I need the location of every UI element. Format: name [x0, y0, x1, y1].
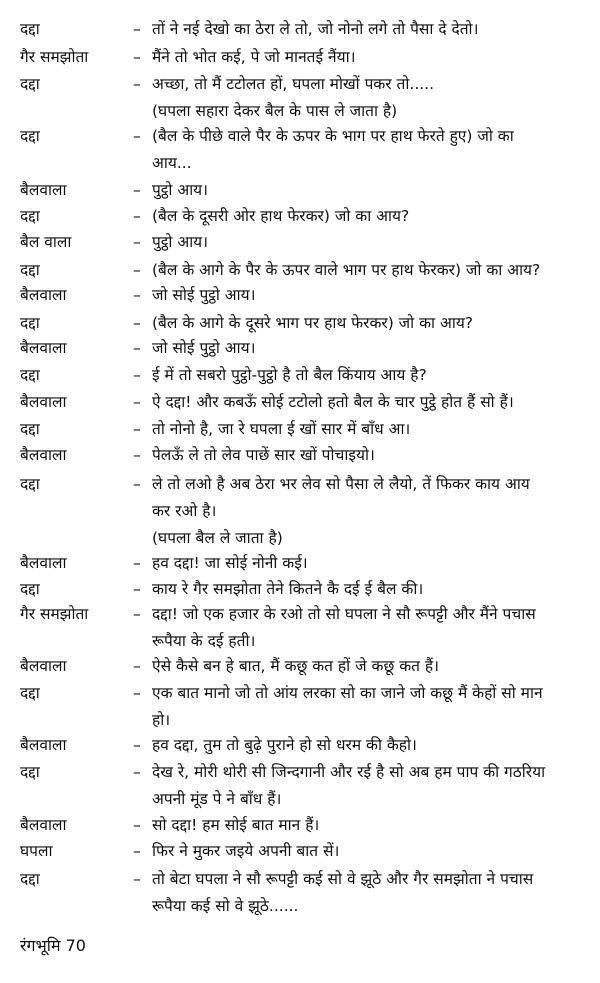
dialogue-text [152, 229, 592, 256]
speaker-name: दद्दा [20, 420, 40, 438]
speaker-name: दद्दा [20, 207, 40, 225]
speaker-dash: – [133, 314, 141, 332]
dialogue-text [152, 416, 592, 443]
speaker-dash: – [133, 475, 141, 493]
dialogue-line: दद्दा! जो एक हजार के रओ तो सो घपला ने सौ रूपट्टी और मैंने पचास [152, 605, 536, 623]
dialogue-line: तो बेटा घपला ने सौ रूपट्टी कई सो वे झूठे और गैर समझोता ने पचास [152, 870, 534, 888]
dialogue-line: ऐ दद्दा! और कबऊँ सोई टटोलो हतो बैल के चार पुट्ठे होत हैं सो हैं। [152, 393, 514, 411]
speaker-name: दद्दा [20, 20, 40, 38]
speaker-dash: – [133, 842, 141, 860]
dialogue-line: हो। [152, 711, 171, 729]
speaker-dash: – [133, 736, 141, 754]
speaker-name: बैलवाला [20, 554, 67, 572]
speaker-dash: – [133, 816, 141, 834]
dialogue-line: कर रओ है। [152, 502, 217, 520]
dialogue-line: तों ने नई देखो का ठेरा ले तो, जो नोनो लगे तो पैसा दे देतो। [152, 20, 479, 38]
dialogue-line: देख रे, मोरी थोरी सी जिन्दगानी और रई है सो अब हम पाप की गठरिया [152, 763, 546, 781]
dialogue-text [152, 601, 592, 655]
speaker-name: बैलवाला [20, 736, 67, 754]
dialogue-line: (घपला बैल ले जाता है) [152, 529, 283, 547]
speaker-dash: – [133, 393, 141, 411]
dialogue-text [152, 866, 592, 920]
dialogue-line: आय... [152, 154, 192, 172]
speaker-dash: – [133, 420, 141, 438]
speaker-name: बैलवाला [20, 286, 67, 304]
dialogue-line: (बैल के दूसरी ओर हाथ फेरकर) जो का आय? [152, 207, 410, 225]
speaker-name: बैलवाला [20, 816, 67, 834]
speaker-dash: – [133, 48, 141, 66]
dialogue-line: रूपैया के दई हती। [152, 632, 256, 650]
speaker-name: दद्दा [20, 870, 40, 888]
dialogue-line: एक बात मानो जो तो आंय लरका सो का जाने जो कछू मैं केहों सो मान [152, 684, 543, 702]
speaker-dash: – [133, 580, 141, 598]
dialogue-text [152, 653, 592, 680]
dialogue-line: फिर ने मुकर जइये अपनी बात सें। [152, 842, 340, 860]
dialogue-line: मैंने तो भोत कई, पे जो मानतई नैंया। [152, 48, 356, 66]
dialogue-line: रूपैया कई सो वे झूठे...... [152, 897, 299, 915]
speaker-name: दद्दा [20, 127, 40, 145]
speaker-name: बैलवाला [20, 446, 67, 464]
speaker-dash: – [133, 207, 141, 225]
dialogue-text [152, 550, 592, 577]
dialogue-text [152, 282, 592, 309]
speaker-dash: – [133, 605, 141, 623]
dialogue-line: ई में तो सबरो पुट्ठो-पुट्ठो है तो बैल किंयाय आय है? [152, 366, 427, 384]
speaker-dash: – [133, 127, 141, 145]
speaker-name: दद्दा [20, 580, 40, 598]
speaker-dash: – [133, 261, 141, 279]
dialogue-text [152, 16, 592, 43]
dialogue-text [152, 389, 592, 416]
dialogue-text [152, 203, 592, 230]
speaker-dash: – [133, 657, 141, 675]
dialogue-text [152, 177, 592, 204]
speaker-dash: – [133, 366, 141, 384]
dialogue-line: (बैल के पीछे वाले पैर के ऊपर के भाग पर हाथ फेरते हुए) जो का [152, 127, 514, 145]
dialogue-text [152, 759, 592, 813]
dialogue-line: हव दद्दा, तुम तो बुढ़े पुराने हो सो धरम की कैहो। [152, 736, 417, 754]
speaker-dash: – [133, 763, 141, 781]
dialogue-text [152, 732, 592, 759]
dialogue-line: जो सोई पुट्ठो आय। [152, 286, 256, 304]
dialogue-line: ऐसे कैसे बन हे बात, मैं कछू कत हों जे कछू कत हैं। [152, 657, 440, 675]
dialogue-text [152, 471, 592, 552]
speaker-name: दद्दा [20, 366, 40, 384]
speaker-name: दद्दा [20, 763, 40, 781]
speaker-name: दद्दा [20, 684, 40, 702]
speaker-dash: – [133, 75, 141, 93]
dialogue-line: पुट्ठो आय। [152, 181, 209, 199]
speaker-name: गैर समझोता [20, 48, 89, 66]
speaker-name: दद्दा [20, 314, 40, 332]
dialogue-line: (बैल के आगे के दूसरे भाग पर हाथ फेरकर) जो का आय? [152, 314, 474, 332]
dialogue-line: अपनी मूंड पे ने बाँध हैं। [152, 790, 282, 808]
speaker-name: बैल वाला [20, 233, 72, 251]
speaker-name: बैलवाला [20, 657, 67, 675]
dialogue-text [152, 442, 592, 469]
speaker-name: घपला [20, 842, 53, 860]
dialogue-line: सो दद्दा! हम सोई बात मान हैं। [152, 816, 320, 834]
speaker-dash: – [133, 684, 141, 702]
page-footer: रंगभूमि 70 [20, 936, 86, 955]
speaker-dash: – [133, 20, 141, 38]
speaker-dash: – [133, 446, 141, 464]
dialogue-line: (बैल के आगे के पैर के ऊपर वाले भाग पर हाथ फेरकर) जो का आय? [152, 261, 541, 279]
dialogue-text [152, 44, 592, 71]
speaker-dash: – [133, 339, 141, 357]
dialogue-text [152, 123, 592, 177]
speaker-name: बैलवाला [20, 181, 67, 199]
dialogue-line: अच्छा, तो मैं टटोलत हों, घपला मोखों पकर तो..... [152, 75, 435, 93]
dialogue-line: पेलऊँ ले तो लेव पाछें सार खों पोचाइयो। [152, 446, 375, 464]
speaker-dash: – [133, 181, 141, 199]
dialogue-line: (घपला सहारा देकर बैल के पास ले जाता है) [152, 102, 398, 120]
dialogue-text [152, 71, 592, 125]
dialogue-line: जो सोई पुट्ठो आय। [152, 339, 256, 357]
speaker-name: बैलवाला [20, 393, 67, 411]
speaker-dash: – [133, 286, 141, 304]
speaker-name: दद्दा [20, 261, 40, 279]
dialogue-line: हव दद्दा! जा सोई नोनी कई। [152, 554, 308, 572]
dialogue-text [152, 838, 592, 865]
speaker-name: दद्दा [20, 475, 40, 493]
dialogue-line: ले तो लओ है अब ठेरा भर लेव सो पैसा ले लैयो, तें फिकर काय आय [152, 475, 530, 493]
dialogue-line: तो नोनो है, जा रे घपला ई खों सार में बाँध आ। [152, 420, 411, 438]
speaker-name: गैर समझोता [20, 605, 89, 623]
dialogue-line: पुट्ठो आय। [152, 233, 209, 251]
dialogue-line: काय रे गैर समझोता तेने कितने कै दई ई बैल की। [152, 580, 424, 598]
speaker-name: दद्दा [20, 75, 40, 93]
speaker-dash: – [133, 233, 141, 251]
dialogue-text [152, 335, 592, 362]
speaker-dash: – [133, 870, 141, 888]
dialogue-text [152, 576, 592, 603]
dialogue-text [152, 310, 592, 337]
dialogue-text [152, 812, 592, 839]
speaker-name: बैलवाला [20, 339, 67, 357]
dialogue-text [152, 680, 592, 734]
speaker-dash: – [133, 554, 141, 572]
dialogue-text [152, 362, 592, 389]
dialogue-text [152, 257, 592, 284]
